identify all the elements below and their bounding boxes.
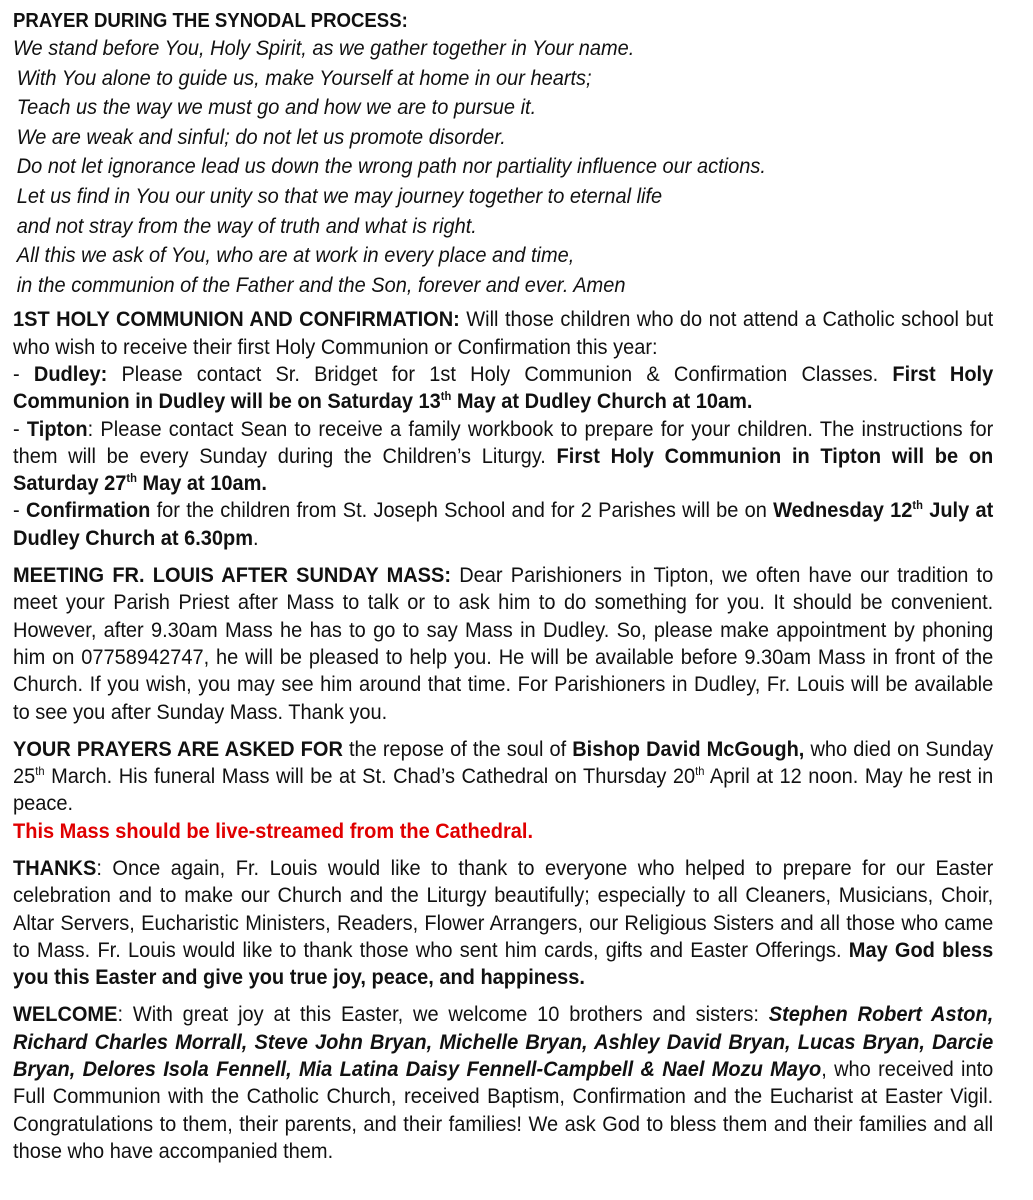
prayer-line: We stand before You, Holy Spirit, as we gather together in Your name. (13, 36, 635, 60)
welcome-text-b: , who received into Full Communion with the Catholic Church, received Baptism, Confirmation and the Eucharist at Easter Vigil. Congratulations to them, their parents, and their families! We ask God to bless them and their families and all those who have accompanied them. (13, 1057, 994, 1163)
welcome-notice (13, 1001, 993, 1165)
livestream-text: This Mass should be live-streamed from the Cathedral. (13, 818, 534, 843)
prayer-line: in the communion of the Father and the Son, forever and ever. Amen (16, 272, 626, 297)
thanks-notice (13, 855, 993, 991)
prayer-text (13, 34, 993, 300)
conf-text: for the children from St. Joseph School and for 2 Parishes will be on (150, 498, 774, 523)
bishop-name: Bishop David McGough, (572, 736, 805, 761)
prayer-line: With You alone to guide us, make Yourself at home in our hearts; (16, 65, 592, 90)
tipton-date-a: First Holy Communion in Tipton will be on Saturday 27 (13, 443, 994, 496)
tipton-sup: th (126, 470, 137, 485)
prayer-line: We are weak and sinful; do not let us promote disorder. (16, 124, 506, 149)
conf-sup: th (912, 498, 923, 513)
dudley-dash: - (13, 361, 34, 386)
prayer-line: Do not let ignorance lead us down the wrong path nor partiality influence our actions. (16, 154, 766, 179)
prayers-text-c: March. His funeral Mass will be at St. Chad’s Cathedral on Thursday 20 (44, 764, 696, 789)
prayer-line: and not stray from the way of truth and what is right. (16, 213, 477, 238)
tipton-date-b: May at 10am. (136, 471, 267, 496)
welcome-text-a: : With great joy at this Easter, we welcome 10 brothers and sisters: (117, 1002, 769, 1027)
prayer-line: All this we ask of You, who are at work in every place and time, (16, 243, 575, 268)
thanks-blessing: May God bless you this Easter and give you true joy, peace, and happiness. (13, 937, 994, 990)
dudley-text: Please contact Sr. Bridget for 1st Holy Communion & Confirmation Classes. (107, 361, 893, 386)
communion-heading: 1ST HOLY COMMUNION AND CONFIRMATION: (13, 307, 460, 332)
conf-dash: - (13, 498, 26, 523)
dudley-date-b: May at Dudley Church at 10am. (451, 389, 753, 414)
welcome-names: Stephen Robert Aston, Richard Charles Morrall, Steve John Bryan, Michelle Bryan, Ashley David Bryan, Lucas Bryan, Darcie Bryan, Delores Isola Fennell, Mia Latina Daisy Fennell-Campbell & Nael Mozu Mayo (13, 1002, 994, 1082)
prayer-line: Teach us the way we must go and how we are to pursue it. (16, 95, 537, 120)
prayer-title: PRAYER DURING THE SYNODAL PROCESS: (13, 10, 408, 32)
dudley-sup: th (440, 389, 452, 404)
meeting-text: Dear Parishioners in Tipton, we often have our tradition to meet your Parish Priest after Mass to talk or to ask him to do something for you. It should be convenient. However, after 9.30am Mass he has to go to say Mass in Dudley. So, please make appointment by phoning him on 07758942747, he will be pleased to help you. He will be available before 9.30am Mass in front of the Church. If you wish, you may see him around that time. For Parishioners in Dudley, Fr. Louis will be available to see you after Sunday Mass. Thank you. (13, 563, 994, 724)
thanks-heading: THANKS (13, 855, 97, 880)
prayer-line: Let us find in You our unity so that we may journey together to eternal life (16, 183, 663, 208)
conf-date-a: Wednesday 12 (773, 498, 913, 523)
communion-notice (13, 306, 993, 552)
meeting-notice (13, 562, 993, 726)
tipton-label: Tipton (26, 416, 88, 441)
tipton-dash: - (13, 416, 27, 441)
dudley-date-a: First Holy Communion in Dudley will be on Saturday 13 (13, 361, 994, 414)
prayers-sup-b: th (695, 763, 705, 778)
prayer-section (13, 8, 993, 300)
dudley-label: Dudley: (33, 361, 108, 386)
conf-end: . (253, 525, 259, 550)
welcome-heading: WELCOME (13, 1002, 118, 1027)
prayers-text-d: April at 12 noon. May he rest in peace. (13, 764, 994, 816)
prayers-text-b: who died on Sunday 25 (13, 736, 994, 789)
communion-intro: Will those children who do not attend a Catholic school but who wish to receive their first Holy Communion or Confirmation this year: (13, 307, 994, 359)
thanks-text: : Once again, Fr. Louis would like to thank to everyone who helped to prepare for our Easter celebration and to make our Church and the Liturgy beautifully; especially to all Cleaners, Musicians, Choir, Altar Servers, Eucharistic Ministers, Readers, Flower Arrangers, our Religious Sisters and all those who came to Mass. Fr. Louis would like to thank those who sent him cards, gifts and Easter Offerings. (13, 855, 994, 962)
livestream-note (13, 818, 993, 845)
prayers-heading: YOUR PRAYERS ARE ASKED FOR (13, 736, 343, 761)
tipton-text: : Please contact Sean to receive a family workbook to prepare for your children. The instructions for them will be every Sunday during the Children’s Liturgy. (13, 416, 994, 468)
prayers-sup-a: th (35, 763, 45, 778)
conf-label: Confirmation (25, 498, 151, 523)
prayers-text-a: the repose of the soul of (342, 736, 573, 761)
conf-date-b: July at Dudley Church at 6.30pm (13, 498, 994, 550)
meeting-heading: MEETING FR. LOUIS AFTER SUNDAY MASS: (13, 563, 452, 588)
prayers-notice (13, 736, 993, 818)
